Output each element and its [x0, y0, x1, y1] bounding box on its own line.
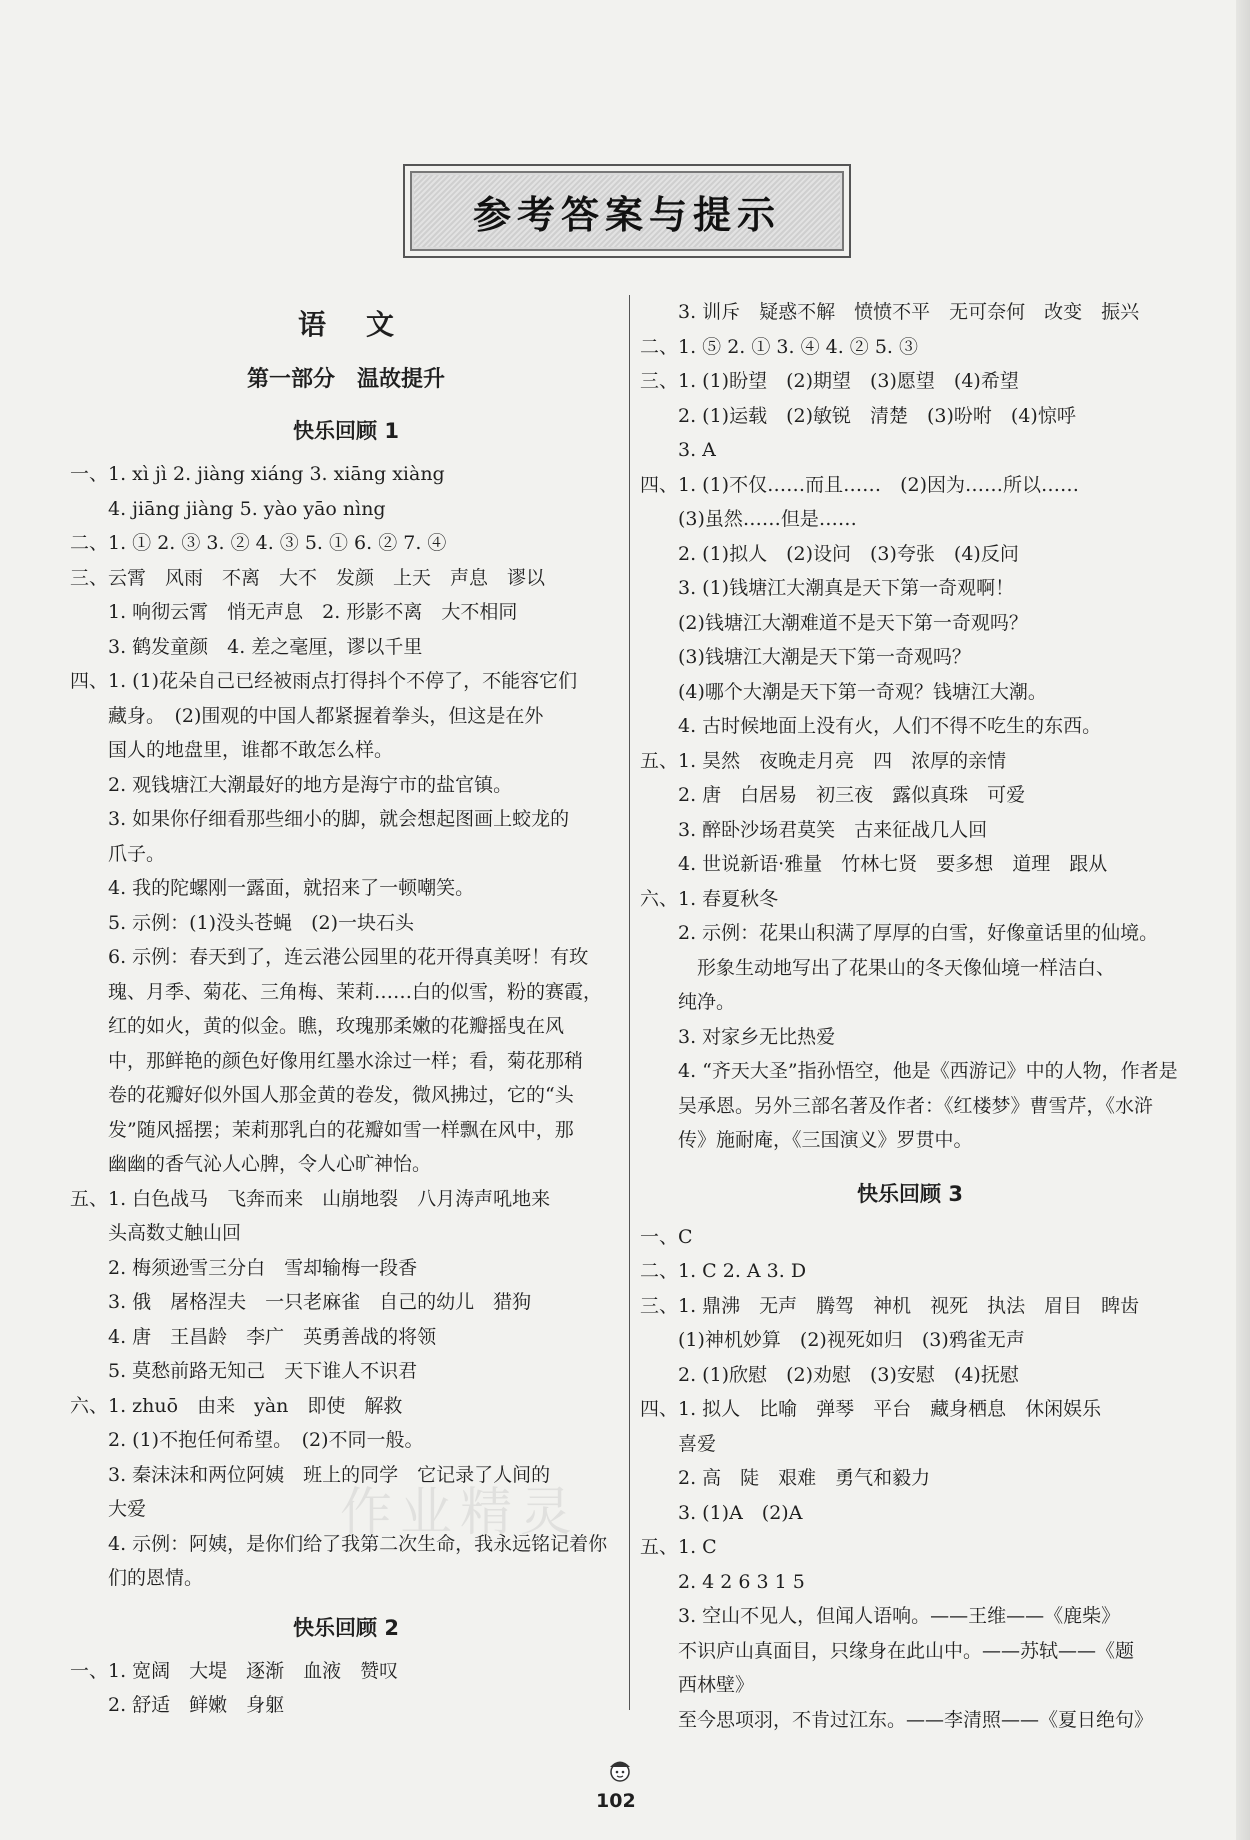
answer-line: (1)神机妙算 (2)视死如归 (3)鸦雀无声 — [640, 1329, 1025, 1351]
title-banner — [403, 164, 851, 258]
snowman-mascot-icon — [598, 1758, 642, 1794]
answer-line: 一、1. xì jì 2. jiàng xiáng 3. xiāng xiàng — [70, 463, 445, 485]
answer-line: 3. (1)A (2)A — [640, 1501, 803, 1524]
answer-line: 3. 对家乡无比热爱 — [640, 1025, 836, 1048]
answer-list-review-3 — [640, 1220, 1180, 1738]
answer-line: 二、1. C 2. A 3. D — [640, 1260, 807, 1282]
answer-line: 不识庐山真面目，只缘身在此山中。——苏轼——《题 — [640, 1639, 1135, 1662]
answer-line: 三、云霄 风雨 不离 大不 发颜 上天 声息 谬以 — [70, 566, 546, 589]
answer-line: 3. 醉卧沙场君莫笑 古来征战几人回 — [640, 818, 988, 841]
right-column — [640, 295, 1180, 1737]
answer-line: 红的如火，黄的似金。瞧，玫瑰那柔嫩的花瓣摇曳在风 — [70, 1015, 565, 1037]
answer-line: 西林壁》 — [640, 1674, 755, 1696]
answer-line: 国人的地盘里，谁都不敢怎么样。 — [70, 739, 394, 761]
answer-line: 六、1. 春夏秋冬 — [640, 887, 779, 910]
page-edge — [1236, 0, 1250, 1840]
answer-line: (3)钱塘江大潮是天下第一奇观吗？ — [640, 646, 971, 668]
answer-line: (3)虽然……但是…… — [640, 508, 857, 530]
answer-line: 2. (1)运载 (2)敏锐 清楚 (3)吩咐 (4)惊呼 — [640, 404, 1076, 427]
answer-line: 至今思项羽，不肯过江东。——李清照——《夏日绝句》 — [640, 1708, 1154, 1731]
answer-line: 3. A — [640, 439, 716, 461]
answer-line: 幽幽的香气沁人心脾，令人心旷神怡。 — [70, 1153, 432, 1175]
answer-line: 4. 示例：阿姨，是你们给了我第二次生命，我永远铭记着你 — [70, 1532, 608, 1555]
part-heading: 第一部分 温故提升 — [246, 367, 445, 392]
answer-line: 形象生动地写出了花果山的冬天像仙境一样洁白、 — [640, 956, 1116, 979]
answer-line: 2. 示例：花果山积满了厚厚的白雪，好像童话里的仙境。 — [640, 922, 1159, 944]
answer-line: 2. (1)不抱任何希望。 (2)不同一般。 — [70, 1429, 424, 1451]
answer-line: 4. jiāng jiàng 5. yào yāo nìng — [70, 497, 386, 520]
answer-line: 发”随风摇摆；茉莉那乳白的花瓣如雪一样飘在风中，那 — [70, 1118, 574, 1141]
answer-line: 藏身。 (2)围观的中国人都紧握着拳头，但这是在外 — [70, 704, 544, 727]
answer-list-review-1 — [70, 457, 622, 1596]
page-title: 参考答案与提示 — [472, 192, 781, 237]
answer-line: 4. 唐 王昌龄 李广 英勇善战的将领 — [70, 1325, 437, 1348]
answer-line: 2. 4 2 6 3 1 5 — [640, 1570, 805, 1593]
answer-line: 们的恩情。 — [70, 1567, 204, 1589]
answer-line: (4)哪个大潮是天下第一奇观？钱塘江大潮。 — [640, 680, 1047, 703]
answer-line: 六、1. zhuō 由来 yàn 即使 解救 — [70, 1394, 403, 1417]
watermark-text: 作业精灵 — [340, 1483, 581, 1543]
answer-line: 中，那鲜艳的颜色好像用红墨水涂过一样；看，菊花那稍 — [70, 1049, 584, 1072]
answer-line: 四、1. (1)不仅……而且…… (2)因为……所以…… — [640, 473, 1079, 496]
answer-line: 6. 示例：春天到了，连云港公园里的花开得真美呀！有玫 — [70, 946, 589, 968]
answer-line: 4. “齐天大圣”指孙悟空，他是《西游记》中的人物，作者是 — [640, 1060, 1178, 1082]
answer-line: 3. 如果你仔细看那些细小的脚，就会想起图画上蛟龙的 — [70, 808, 570, 830]
answer-line: 大爱 — [70, 1498, 147, 1520]
subject-heading: 语文 — [297, 308, 434, 341]
answer-line: 2. 观钱塘江大潮最好的地方是海宁市的盐官镇。 — [70, 773, 513, 796]
answer-line: 五、1. 昊然 夜晚走月亮 四 浓厚的亲情 — [640, 749, 1007, 772]
answer-line: 2. 唐 白居易 初三夜 露似真珠 可爱 — [640, 784, 1026, 806]
answer-line: 纯净。 — [640, 991, 736, 1013]
answer-line: 3. 鹤发童颜 4. 差之毫厘，谬以千里 — [70, 635, 423, 658]
answer-line: 2. 梅须逊雪三分白 雪却输梅一段香 — [70, 1256, 418, 1279]
section-heading-2: 快乐回顾 2 — [293, 1615, 399, 1640]
answer-line: 5. 示例：(1)没头苍蝇 (2)一块石头 — [70, 911, 414, 934]
answer-line: 3. 俄 屠格涅夫 一只老麻雀 自己的幼儿 猎狗 — [70, 1291, 532, 1313]
answer-line: 4. 世说新语·雅量 竹林七贤 要多想 道理 跟从 — [640, 853, 1108, 875]
answer-line: 四、1. 拟人 比喻 弹琴 平台 藏身栖息 休闲娱乐 — [640, 1398, 1102, 1420]
answer-line: 2. 高 陡 艰难 勇气和毅力 — [640, 1467, 931, 1489]
answer-line: 一、C — [640, 1225, 693, 1248]
answer-line: 三、1. (1)盼望 (2)期望 (3)愿望 (4)希望 — [640, 370, 1019, 392]
answer-line: (2)钱塘江大潮难道不是天下第一奇观吗？ — [640, 611, 1028, 634]
section-heading-1: 快乐回顾 1 — [293, 419, 399, 443]
page-number: 102 — [596, 1790, 636, 1812]
answer-line: 卷的花瓣好似外国人那金黄的卷发，微风拂过，它的“头 — [70, 1084, 574, 1106]
answer-line: 二、1. ① 2. ③ 3. ② 4. ③ 5. ① 6. ② 7. ④ — [70, 532, 447, 554]
answer-line: 五、1. C — [640, 1536, 717, 1558]
answer-line: 3. (1)钱塘江大潮真是天下第一奇观啊！ — [640, 577, 1015, 599]
answer-line: 1. 响彻云霄 悄无声息 2. 形影不离 大不相同 — [70, 601, 518, 623]
answer-line: 四、1. (1)花朵自己已经被雨点打得抖个不停了，不能容它们 — [70, 670, 578, 692]
answer-line: 3. 训斥 疑惑不解 愤愤不平 无可奈何 改变 振兴 — [640, 301, 1140, 323]
answer-list-review-2-cont — [640, 295, 1180, 1158]
answer-line: 2. (1)拟人 (2)设问 (3)夸张 (4)反问 — [640, 542, 1019, 565]
column-divider — [629, 295, 630, 1710]
answer-list-review-2 — [70, 1654, 622, 1723]
answer-line: 4. 古时候地面上没有火，人们不得不吃生的东西。 — [640, 715, 1102, 737]
answer-line: 5. 莫愁前路无知己 天下谁人不识君 — [70, 1360, 418, 1382]
answer-line: 三、1. 鼎沸 无声 腾驾 神机 视死 执法 眉目 睥齿 — [640, 1294, 1140, 1317]
answer-line: 3. 秦沫沫和两位阿姨 班上的同学 它记录了人间的 — [70, 1463, 551, 1486]
answer-line: 传》施耐庵，《三国演义》罗贯中。 — [640, 1129, 973, 1151]
answer-line: 喜爱 — [640, 1432, 717, 1455]
answer-line: 五、1. 白色战马 飞奔而来 山崩地裂 八月涛声吼地来 — [70, 1187, 551, 1210]
answer-line: 头高数丈触山回 — [70, 1222, 242, 1244]
answer-line: 2. (1)欣慰 (2)劝慰 (3)安慰 (4)抚慰 — [640, 1363, 1019, 1386]
answer-line: 3. 空山不见人，但闻人语响。——王维——《鹿柴》 — [640, 1605, 1121, 1627]
answer-line: 2. 舒适 鲜嫩 身躯 — [70, 1694, 285, 1716]
answer-line: 4. 我的陀螺刚一露面，就招来了一顿嘲笑。 — [70, 877, 475, 899]
answer-line: 吴承恩。另外三部名著及作者：《红楼梦》曹雪芹，《水浒 — [640, 1094, 1154, 1117]
section-heading-3: 快乐回顾 3 — [857, 1181, 963, 1206]
answer-line: 一、1. 宽阔 大堤 逐渐 血液 赞叹 — [70, 1659, 399, 1682]
answer-line: 爪子。 — [70, 842, 166, 865]
answer-line: 瑰、月季、菊花、三角梅、茉莉……白的似雪，粉的赛霞， — [70, 980, 603, 1003]
answer-line: 二、1. ⑤ 2. ① 3. ④ 4. ② 5. ③ — [640, 335, 918, 358]
